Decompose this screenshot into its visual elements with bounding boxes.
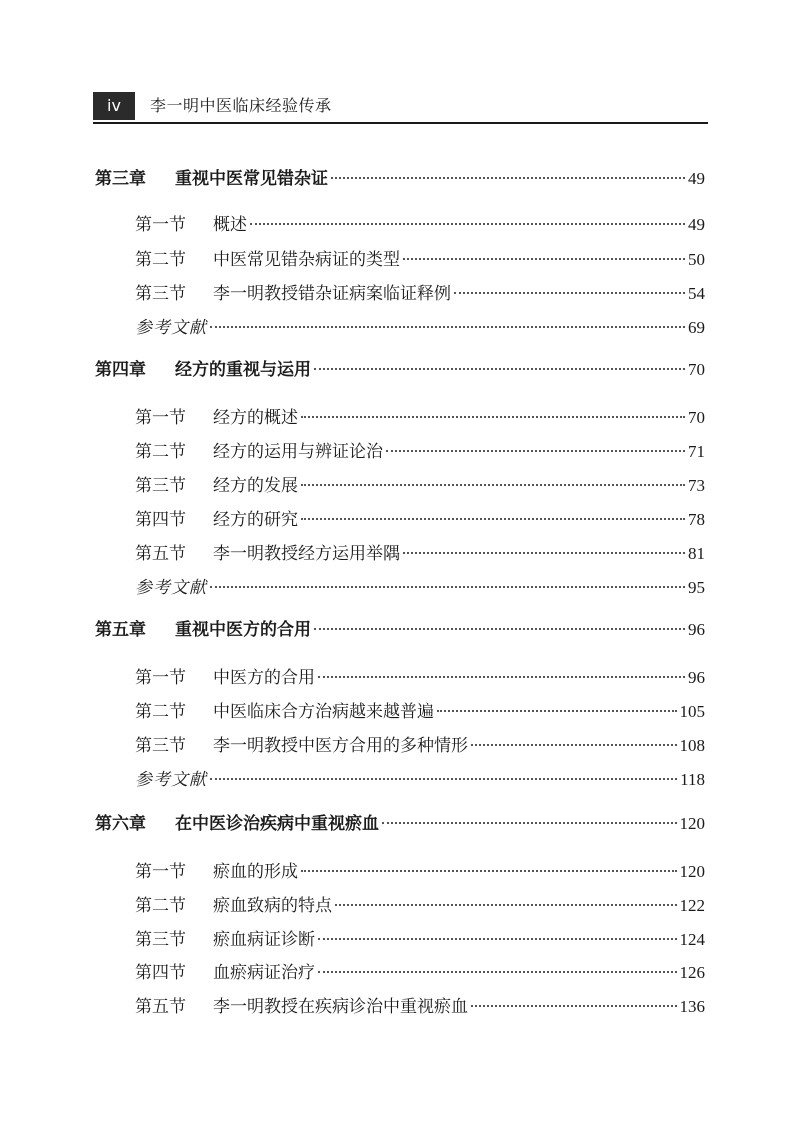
dot-leader (437, 710, 677, 712)
dot-leader (210, 586, 685, 588)
page-reference: 49 (688, 215, 705, 234)
section-number: 第一节 (135, 408, 186, 428)
page-reference: 70 (688, 408, 705, 427)
entry-title: 李一明教授经方运用举隅 (213, 544, 400, 564)
page-reference: 54 (688, 284, 705, 303)
section-number: 第二节 (135, 702, 186, 722)
page-reference: 126 (679, 963, 705, 982)
dot-leader (471, 1005, 677, 1007)
dot-leader (301, 518, 685, 520)
toc-section-row[interactable] (135, 666, 705, 690)
chapter-title: 重视中医方的合用 (175, 620, 311, 640)
section-number: 第三节 (135, 736, 186, 756)
dot-leader (210, 326, 685, 328)
entry-title: 参考文献 (135, 578, 207, 598)
entry-title: 李一明教授错杂证病案临证释例 (213, 284, 451, 304)
dot-leader (301, 870, 677, 872)
entry-title: 经方的研究 (213, 510, 298, 530)
section-number: 第三节 (135, 476, 186, 496)
toc-section-row[interactable] (135, 248, 705, 272)
toc-section-row[interactable] (135, 734, 705, 758)
page-reference: 120 (679, 862, 705, 881)
dot-leader (210, 778, 677, 780)
section-number: 第二节 (135, 896, 186, 916)
chapter-title: 在中医诊治疾病中重视瘀血 (175, 814, 379, 834)
section-number: 第四节 (135, 510, 186, 530)
section-number: 第一节 (135, 668, 186, 688)
toc-references-row[interactable] (135, 768, 705, 792)
toc-chapter-row[interactable] (95, 167, 705, 191)
chapter-number: 第三章 (95, 169, 146, 189)
page-reference: 108 (679, 736, 705, 755)
toc-chapter-row[interactable] (95, 358, 705, 382)
section-number: 第三节 (135, 930, 186, 950)
page-reference: 50 (688, 250, 705, 269)
section-number: 第五节 (135, 544, 186, 564)
toc-section-row[interactable] (135, 928, 705, 952)
dot-leader (454, 292, 685, 294)
dot-leader (314, 368, 685, 370)
dot-leader (471, 744, 677, 746)
toc-chapter-row[interactable] (95, 812, 705, 836)
page-number-badge: iv (93, 92, 135, 120)
dot-leader (301, 416, 685, 418)
entry-title: 瘀血致病的特点 (213, 896, 332, 916)
page-reference: 71 (688, 442, 705, 461)
entry-title: 经方的概述 (213, 408, 298, 428)
dot-leader (403, 258, 685, 260)
dot-leader (335, 904, 677, 906)
page-reference: 124 (679, 930, 705, 949)
toc-section-row[interactable] (135, 213, 705, 237)
page-reference: 69 (688, 318, 705, 337)
entry-title: 中医常见错杂病证的类型 (213, 250, 400, 270)
page-reference: 105 (679, 702, 705, 721)
page-reference: 95 (688, 578, 705, 597)
entry-title: 参考文献 (135, 770, 207, 790)
chapter-number: 第四章 (95, 360, 146, 380)
toc-section-row[interactable] (135, 542, 705, 566)
toc-section-row[interactable] (135, 282, 705, 306)
toc-section-row[interactable] (135, 474, 705, 498)
toc-chapter-row[interactable] (95, 618, 705, 642)
running-header (93, 92, 708, 124)
dot-leader (314, 628, 685, 630)
dot-leader (318, 938, 677, 940)
section-number: 第一节 (135, 862, 186, 882)
entry-title: 参考文献 (135, 318, 207, 338)
toc-section-row[interactable] (135, 440, 705, 464)
toc-references-row[interactable] (135, 576, 705, 600)
chapter-number: 第六章 (95, 814, 146, 834)
page-reference: 96 (688, 620, 705, 639)
page-reference: 122 (679, 896, 705, 915)
toc-section-row[interactable] (135, 508, 705, 532)
section-number: 第二节 (135, 250, 186, 270)
dot-leader (318, 676, 685, 678)
dot-leader (250, 223, 685, 225)
toc-section-row[interactable] (135, 406, 705, 430)
chapter-number: 第五章 (95, 620, 146, 640)
section-number: 第二节 (135, 442, 186, 462)
section-number: 第三节 (135, 284, 186, 304)
section-number: 第五节 (135, 997, 186, 1017)
dot-leader (318, 971, 677, 973)
dot-leader (382, 822, 677, 824)
entry-title: 李一明教授中医方合用的多种情形 (213, 736, 468, 756)
page-reference: 49 (688, 169, 705, 188)
toc-section-row[interactable] (135, 860, 705, 884)
page-reference: 81 (688, 544, 705, 563)
toc-section-row[interactable] (135, 700, 705, 724)
entry-title: 经方的运用与辨证论治 (213, 442, 383, 462)
entry-title: 中医方的合用 (213, 668, 315, 688)
entry-title: 中医临床合方治病越来越普遍 (213, 702, 434, 722)
entry-title: 经方的发展 (213, 476, 298, 496)
page-reference: 78 (688, 510, 705, 529)
dot-leader (301, 484, 685, 486)
section-number: 第四节 (135, 963, 186, 983)
dot-leader (331, 177, 685, 179)
chapter-title: 重视中医常见错杂证 (175, 169, 328, 189)
toc-section-row[interactable] (135, 894, 705, 918)
entry-title: 李一明教授在疾病诊治中重视瘀血 (213, 997, 468, 1017)
entry-title: 概述 (213, 215, 247, 235)
entry-title: 血瘀病证治疗 (213, 963, 315, 983)
section-number: 第一节 (135, 215, 186, 235)
dot-leader (403, 552, 685, 554)
entry-title: 瘀血的形成 (213, 862, 298, 882)
toc-section-row[interactable] (135, 995, 705, 1019)
book-title: 李一明中医临床经验传承 (150, 96, 332, 115)
page-reference: 118 (680, 770, 705, 789)
page-reference: 120 (679, 814, 705, 833)
page-reference: 70 (688, 360, 705, 379)
dot-leader (386, 450, 685, 452)
page-reference: 96 (688, 668, 705, 687)
toc-section-row[interactable] (135, 961, 705, 985)
page-reference: 136 (679, 997, 705, 1016)
page-reference: 73 (688, 476, 705, 495)
toc-references-row[interactable] (135, 316, 705, 340)
chapter-title: 经方的重视与运用 (175, 360, 311, 380)
entry-title: 瘀血病证诊断 (213, 930, 315, 950)
